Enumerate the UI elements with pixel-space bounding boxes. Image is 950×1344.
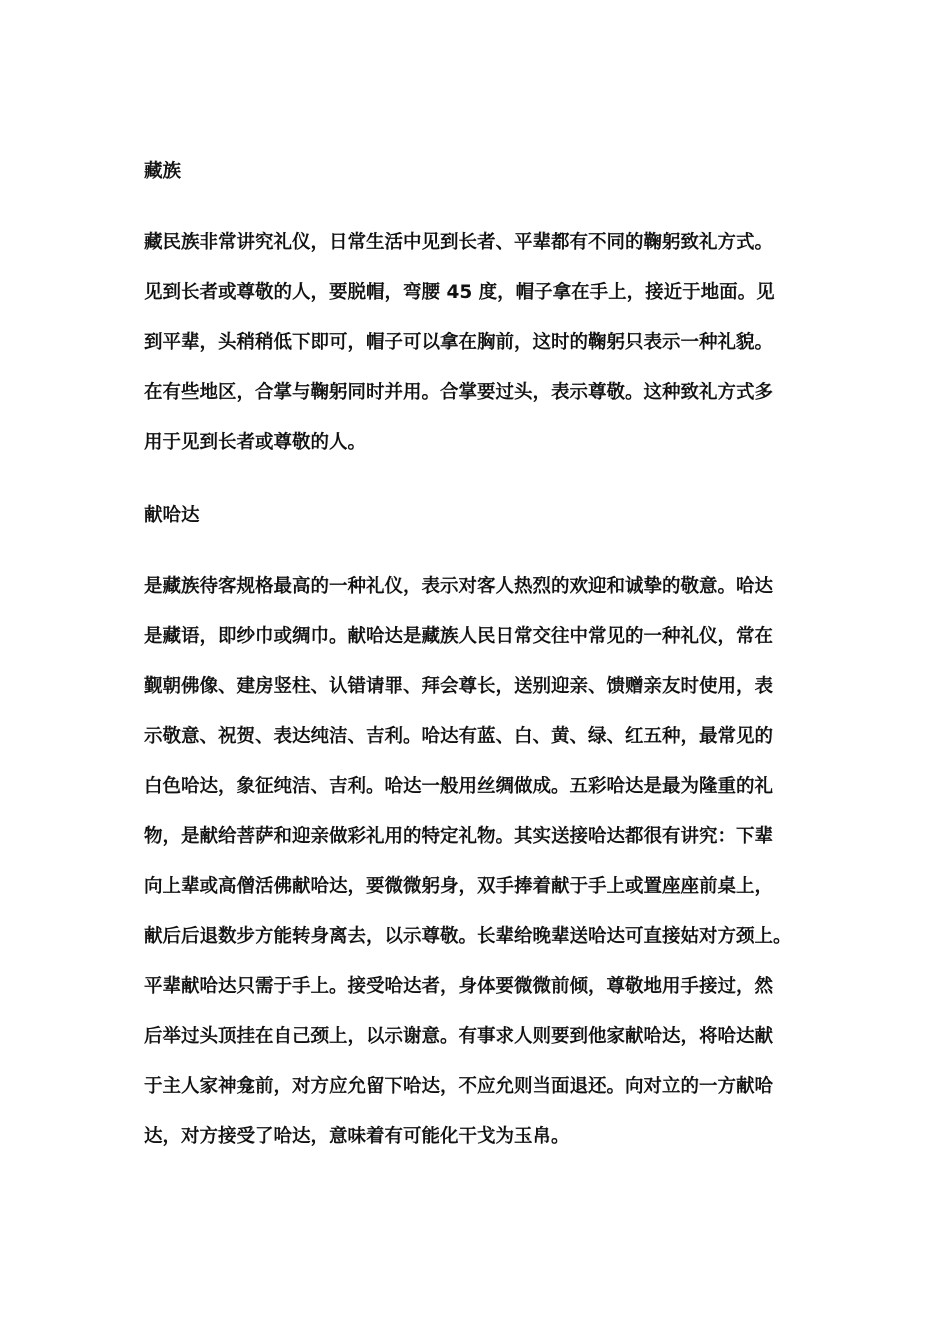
paragraph-line: 向上辈或高僧活佛献哈达，要微微躬身，双手捧着献于手上或置座座前桌上， (144, 876, 774, 897)
paragraph-line: 白色哈达，象征纯洁、吉利。哈达一般用丝绸做成。五彩哈达是最为隆重的礼 (144, 776, 774, 797)
paragraph-line: 平辈献哈达只需于手上。接受哈达者，身体要微微前倾，尊敬地用手接过，然 (144, 976, 774, 997)
paragraph-line: 藏民族非常讲究礼仪，日常生活中见到长者、平辈都有不同的鞠躬致礼方式。 (144, 232, 774, 253)
paragraph-line: 于主人家神龛前，对方应允留下哈达，不应允则当面退还。向对立的一方献哈 (144, 1076, 774, 1097)
paragraph-line: 见到长者或尊敬的人，要脱帽，弯腰 45 度，帽子拿在手上，接近于地面。见 (144, 282, 775, 303)
paragraph-line: 用于见到长者或尊敬的人。 (144, 432, 367, 453)
heading-text: 藏族 (144, 161, 182, 182)
paragraph-hada (144, 562, 812, 1162)
section-heading-hada (144, 491, 812, 541)
paragraph-line: 物，是献给菩萨和迎亲做彩礼用的特定礼物。其实送接哈达都很有讲究：下辈 (144, 826, 774, 847)
paragraph-line: 是藏族待客规格最高的一种礼仪，表示对客人热烈的欢迎和诚挚的敬意。哈达 (144, 576, 774, 597)
section-heading-tibetan (144, 147, 812, 197)
heading-text: 献哈达 (144, 505, 200, 526)
paragraph-line: 在有些地区，合掌与鞠躬同时并用。合掌要过头，表示尊敬。这种致礼方式多 (144, 382, 774, 403)
paragraph-tibetan-etiquette (144, 218, 812, 468)
paragraph-line: 觐朝佛像、建房竖柱、认错请罪、拜会尊长，送别迎亲、馈赠亲友时使用，表 (144, 676, 774, 697)
paragraph-line: 献后后退数步方能转身离去，以示尊敬。长辈给晚辈送哈达可直接姑对方颈上。 (144, 926, 792, 947)
paragraph-line: 示敬意、祝贺、表达纯洁、吉利。哈达有蓝、白、黄、绿、红五种，最常见的 (144, 726, 774, 747)
paragraph-line: 到平辈，头稍稍低下即可，帽子可以拿在胸前，这时的鞠躬只表示一种礼貌。 (144, 332, 774, 353)
paragraph-line: 后举过头顶挂在自己颈上，以示谢意。有事求人则要到他家献哈达，将哈达献 (144, 1026, 774, 1047)
paragraph-line: 达，对方接受了哈达，意味着有可能化干戈为玉帛。 (144, 1126, 570, 1147)
paragraph-line: 是藏语，即纱巾或绸巾。献哈达是藏族人民日常交往中常见的一种礼仪，常在 (144, 626, 774, 647)
